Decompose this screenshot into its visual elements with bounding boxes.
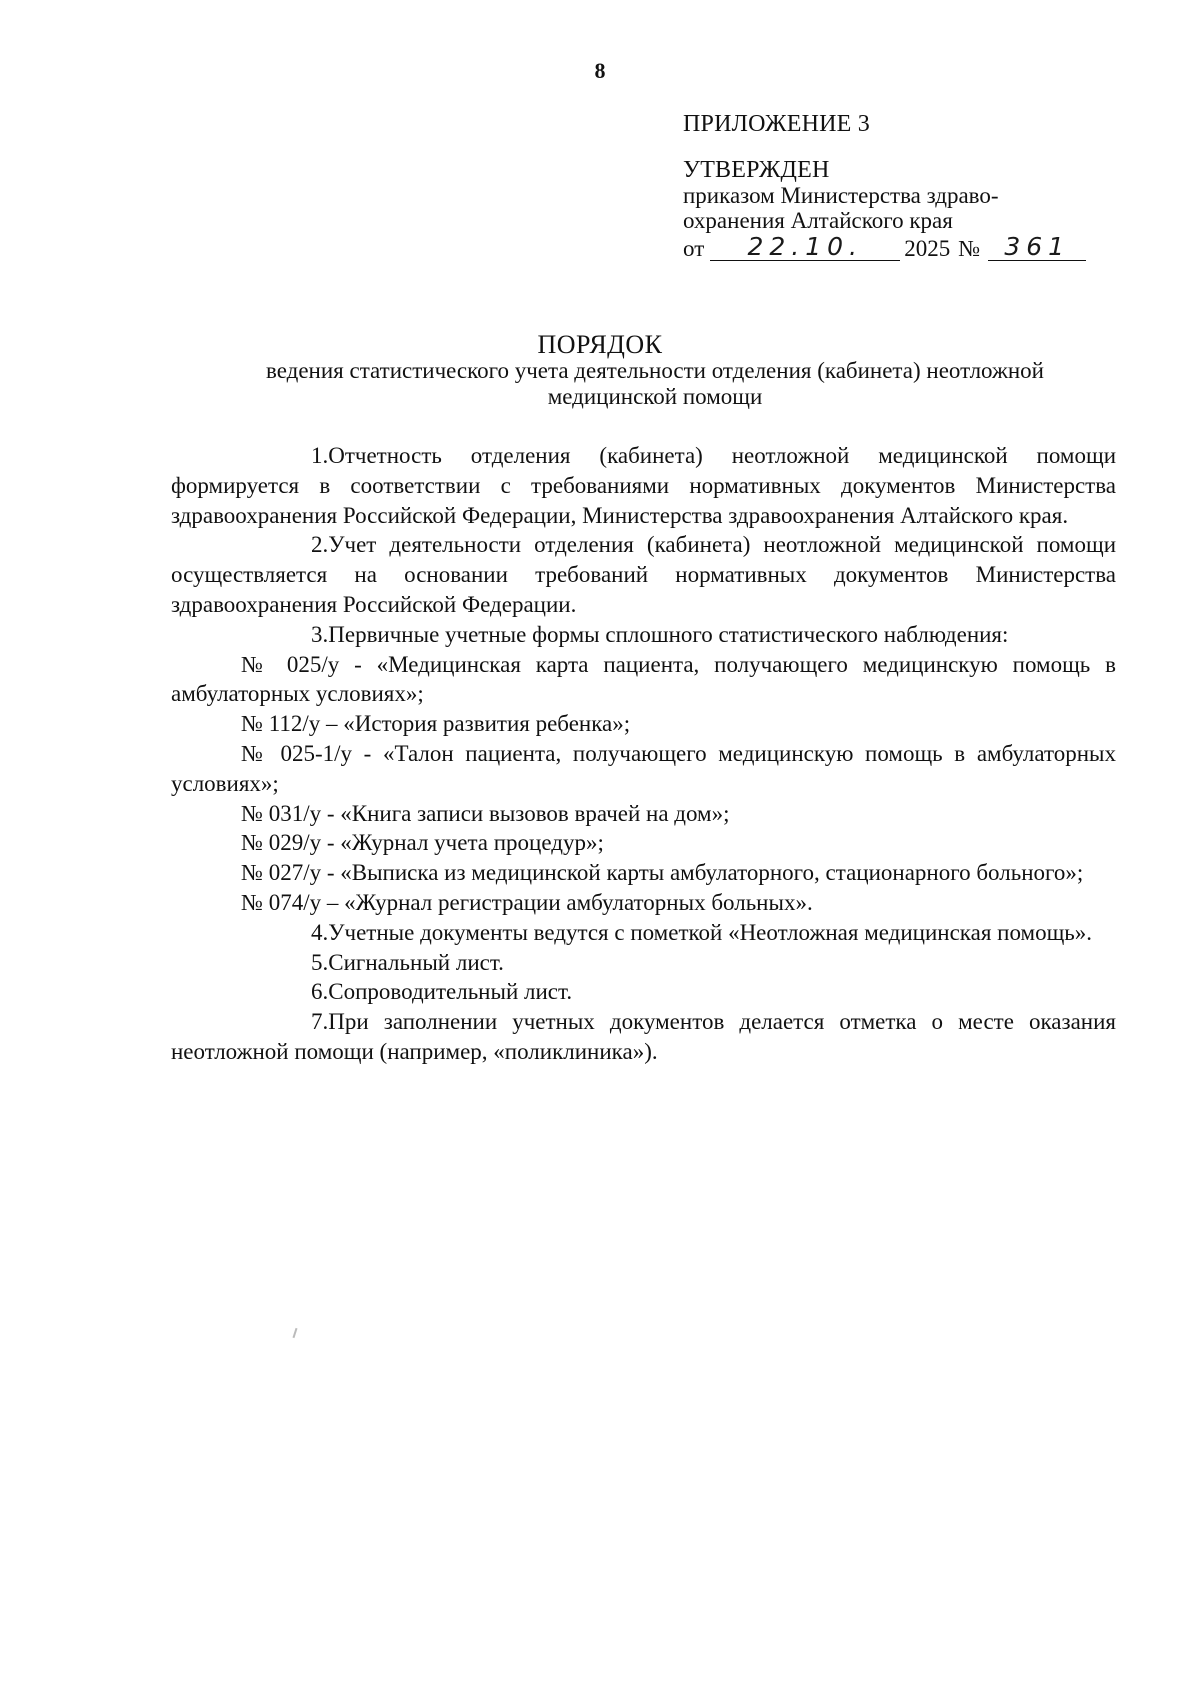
paragraph-number: 3. [311, 621, 329, 647]
paragraph-number: 6. [311, 979, 329, 1005]
paragraph-number: 2. [311, 532, 329, 558]
approval-date-line [683, 233, 1103, 261]
paragraph-3 [171, 620, 1116, 650]
paragraph-number: 1. [311, 443, 329, 468]
form-item [171, 799, 1116, 829]
paragraph-4 [171, 918, 1116, 948]
paragraph-text: Сигнальный лист. [328, 949, 504, 975]
paragraph-text: № 074/у – «Журнал регистрации амбулаторных больных». [241, 889, 813, 915]
paragraph-1 [171, 441, 1116, 530]
paragraph-text: № 112/у – «История развития ребенка»; [241, 711, 631, 737]
subtitle-line-1: ведения статистического учета деятельности отделения (кабинета) неотложной [266, 358, 1044, 383]
paragraph-text: Учет деятельности отделения (кабинета) неотложной медицинской помощи осуществляется на основании требований нормативных документов Министерства здравоохранения Российской Федерации. [171, 532, 1116, 617]
paragraph-text: При заполнении учетных документов делается отметка о месте оказания неотложной помощи (например, «поликлиника»). [171, 1009, 1116, 1064]
paragraph-text: № 025/у - «Медицинская карта пациента, получающего медицинскую помощь в амбулаторных условиях»; [171, 651, 1116, 707]
paragraph-7 [171, 1007, 1116, 1067]
paragraph-text: № 027/у - «Выписка из медицинской карты амбулаторного, стационарного больного»; [241, 860, 1084, 886]
approval-order-line-1: приказом Министерства здраво- [683, 183, 999, 208]
paragraph-text: № 029/у - «Журнал учета процедур»; [241, 830, 604, 856]
form-item [171, 739, 1116, 799]
scan-speck [293, 1328, 298, 1338]
document-subtitle [205, 358, 1105, 410]
form-item [171, 888, 1116, 918]
form-item [171, 858, 1116, 888]
paragraph-6 [171, 977, 1116, 1007]
paragraph-text: Первичные учетные формы сплошного статистического наблюдения: [328, 621, 1009, 647]
number-sign: № [958, 236, 981, 261]
document-title: ПОРЯДОК [537, 330, 663, 359]
document-body [171, 441, 1116, 1067]
appendix-label: ПРИЛОЖЕНИЕ 3 [683, 111, 870, 137]
paragraph-5 [171, 948, 1116, 978]
handwritten-number: 361 [988, 234, 1086, 261]
paragraph-text: № 025-1/у - «Талон пациента, получающего медицинскую помощь в амбулаторных условиях»; [171, 740, 1116, 796]
paragraph-2 [171, 530, 1116, 619]
form-item [171, 828, 1116, 858]
year: 2025 [904, 236, 951, 261]
paragraph-text: Отчетность отделения (кабинета) неотложной медицинской помощи формируется в соответствии с требованиями нормативных документов Министерства здравоохранения Российской Федерации, Министерства здравоохранения Алтайского края. [171, 443, 1116, 528]
paragraph-number: 4. [311, 919, 329, 945]
form-item [171, 650, 1116, 710]
approval-order-line-2: охранения Алтайского края [683, 208, 953, 233]
approval-block [683, 112, 1103, 261]
approved-label: УТВЕРЖДЕН [683, 157, 830, 183]
form-item [171, 709, 1116, 739]
subtitle-line-2: медицинской помощи [547, 384, 763, 409]
paragraph-number: 7. [311, 1009, 329, 1035]
page-number: 8 [594, 58, 606, 83]
handwritten-date: 22.10. [710, 234, 900, 261]
paragraph-text: Сопроводительный лист. [328, 979, 573, 1005]
paragraph-text: № 031/у - «Книга записи вызовов врачей на дом»; [241, 800, 730, 826]
date-prefix: от [683, 236, 705, 261]
paragraph-number: 5. [311, 949, 329, 975]
paragraph-text: Учетные документы ведутся с пометкой «Неотложная медицинская помощь». [328, 919, 1093, 945]
